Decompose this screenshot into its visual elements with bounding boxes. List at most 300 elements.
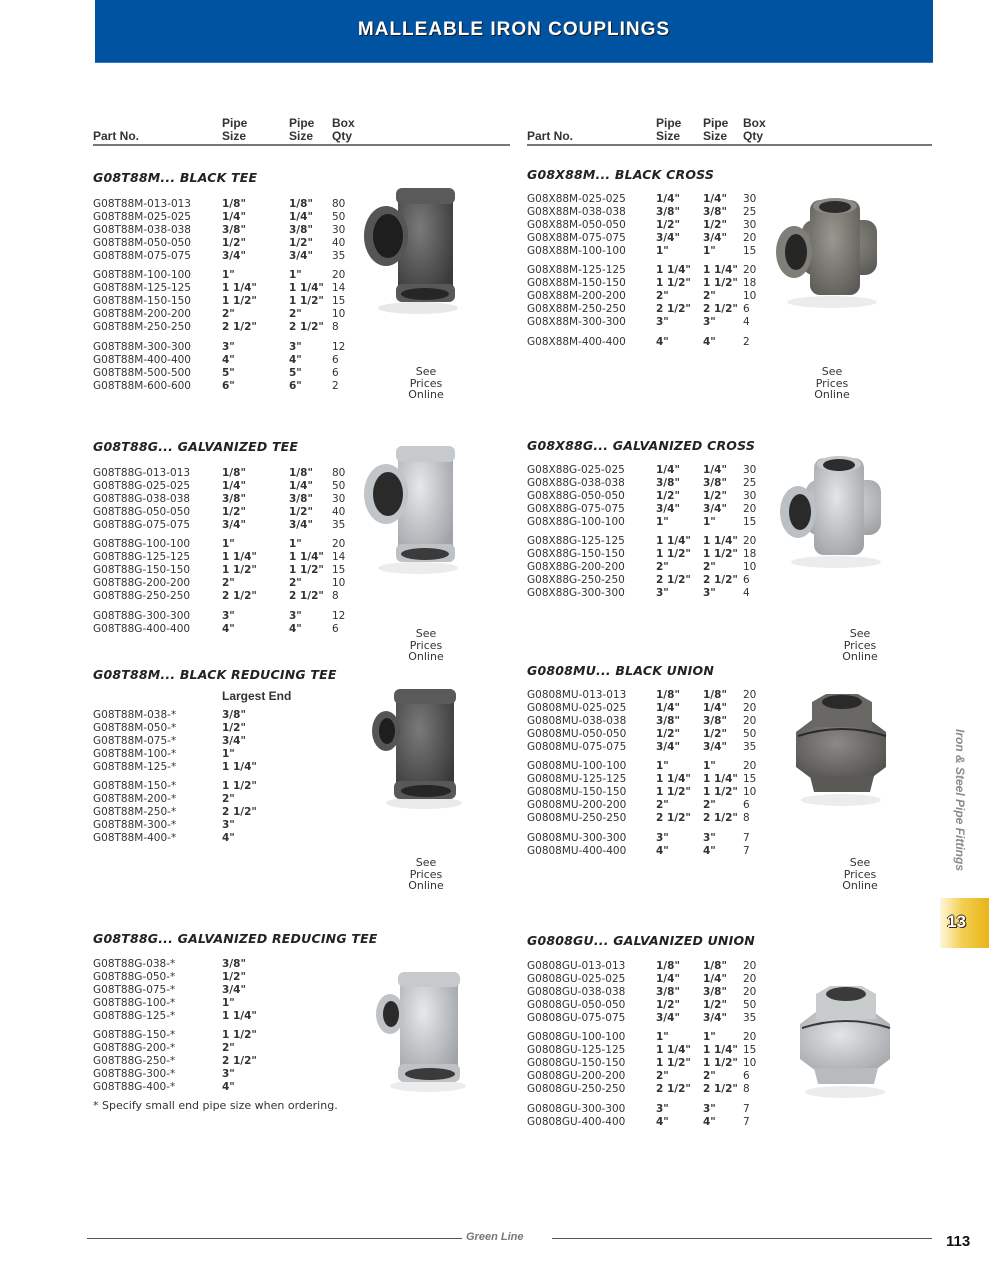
table-row [527,773,767,786]
pipe-size-2: 3" [703,587,716,600]
page-title: MALLEABLE IRON COUPLINGS [357,19,671,40]
pipe-size-1: 1 1/2" [656,1057,691,1070]
pipe-size-1: 1/4" [656,464,680,476]
pipe-size-2: 1 1/4" [289,282,324,295]
see-prices-black-union[interactable]: See Prices Online [842,856,878,892]
box-qty: 20 [743,689,757,701]
table-row [527,741,767,754]
box-qty: 40 [332,505,346,518]
pipe-size-1: 2 1/2" [222,321,257,334]
chapter-tab[interactable] [940,898,989,948]
pipe-size-2: 3/8" [703,714,727,727]
table-row [527,845,767,858]
part-number: G08T88G-038-038 [93,492,191,505]
pipe-size-2: 1 1/4" [703,535,738,548]
pipe-size-1: 1/2" [656,998,680,1011]
pipe-size-2: 1/4" [289,210,313,223]
table-row [93,198,353,211]
table-row [93,997,293,1010]
pipe-size-1: 4" [656,844,669,857]
part-number: G08X88M-200-200 [527,290,626,303]
box-qty: 7 [743,1115,750,1128]
pipe-size-1: 1/2" [656,218,680,231]
box-qty: 30 [332,223,346,236]
table-row [93,984,293,997]
black-tee-table [93,198,353,392]
table-row [93,1055,293,1068]
pipe-size-1: 6" [222,379,235,392]
part-number: G0808GU-125-125 [527,1044,626,1057]
part-number: G08T88G-050-* [93,970,176,983]
pipe-size-1: 1/8" [222,198,246,210]
part-number: G08X88G-200-200 [527,561,625,574]
pipe-size-2: 2" [289,308,302,321]
galvanized-tee-table [93,467,353,636]
part-number: G08T88G-300-300 [93,609,191,622]
header-pipe-size-1-line2: Size [222,129,247,143]
pipe-size-2: 2 1/2" [703,812,738,825]
part-number: G0808GU-250-250 [527,1083,626,1096]
pipe-size-2: 1 1/2" [703,1057,738,1070]
table-row [527,245,767,258]
part-number: G08X88M-300-300 [527,316,626,329]
box-qty: 14 [332,551,346,564]
box-qty: 4 [743,587,750,600]
part-number: G0808GU-400-400 [527,1115,626,1128]
pipe-size-1: 1/4" [656,701,680,714]
pipe-size-2: 1 1/2" [289,295,324,308]
pipe-size-2: 1/2" [703,998,727,1011]
box-qty: 15 [332,295,346,308]
part-number: G08T88M-400-400 [93,353,191,366]
pipe-size-1: 2" [222,793,235,806]
box-qty: 20 [743,714,757,727]
table-row [93,610,353,623]
table-row [527,316,767,329]
pipe-size-1: 1/2" [222,970,246,983]
header-box-qty-line1: Box [332,116,355,130]
pipe-size-1: 1/4" [656,972,680,985]
pipe-size-1: 2" [656,561,669,574]
pipe-size-2: 3/4" [703,1011,727,1024]
pipe-size-1: 1" [656,244,669,257]
table-row [93,224,353,237]
pipe-size-2: 2 1/2" [703,303,738,316]
part-number: G08X88M-125-125 [527,264,626,277]
header-box-qty-line1: Box [743,116,766,130]
box-qty: 8 [332,321,339,334]
box-qty: 15 [743,515,757,528]
section-title-galvanized-tee: G08T88G... GALVANIZED TEE [93,439,299,454]
table-row [93,623,353,636]
pipe-size-1: 3" [656,831,669,844]
part-number: G08T88M-125-* [93,760,177,773]
pipe-size-2: 1 1/4" [703,1044,738,1057]
table-row [527,1012,767,1025]
box-qty: 6 [332,353,339,366]
part-number: G08T88G-200-200 [93,577,191,590]
part-number: G0808MU-038-038 [527,714,627,727]
pipe-size-1: 3/4" [222,249,246,262]
pipe-size-1: 1 1/2" [222,1029,257,1042]
pipe-size-2: 3" [289,609,302,622]
box-qty: 6 [743,1070,750,1083]
table-row [527,219,767,232]
box-qty: 10 [743,786,757,799]
header-pipe-size-2-line2: Size [289,129,314,143]
part-number: G0808MU-250-250 [527,812,627,825]
pipe-size-1: 1" [656,760,669,773]
pipe-size-1: 3/4" [656,502,680,515]
part-number: G08T88M-038-038 [93,223,191,236]
pipe-size-1: 2 1/2" [222,1055,257,1068]
pipe-size-1: 1/4" [222,210,246,223]
header-part-no: Part No. [93,129,140,143]
box-qty: 18 [743,548,757,561]
pipe-size-2: 1/8" [703,689,727,701]
box-qty: 8 [332,590,339,603]
table-row [93,709,293,722]
pipe-size-2: 5" [289,366,302,379]
galvanized-cross-table [527,464,767,600]
pipe-size-1: 4" [222,1081,235,1094]
table-row [93,506,353,519]
pipe-size-1: 4" [656,1115,669,1128]
part-number: G08T88M-600-600 [93,379,191,392]
black-reducing-tee-table [93,709,293,845]
pipe-size-2: 1/4" [703,464,727,476]
pipe-size-1: 4" [222,622,235,635]
pipe-size-1: 1/8" [222,467,246,479]
pipe-size-1: 1 1/4" [656,535,691,548]
part-number: G0808MU-013-013 [527,689,627,701]
black-union-photo [786,692,891,807]
pipe-size-1: 5" [222,366,235,379]
box-qty: 50 [332,479,346,492]
box-qty: 20 [743,972,757,985]
pipe-size-1: 2 1/2" [656,812,691,825]
table-row [93,735,293,748]
part-number: G08T88G-075-* [93,983,176,996]
part-number: G0808MU-125-125 [527,773,627,786]
pipe-size-1: 2" [656,799,669,812]
table-row [527,477,767,490]
galvanized-union-photo [790,984,895,1099]
pipe-size-2: 1" [289,269,302,282]
pipe-size-2: 1/2" [289,236,313,249]
part-number: G0808MU-050-050 [527,727,627,740]
pipe-size-2: 1/2" [703,727,727,740]
pipe-size-2: 3/4" [289,249,313,262]
part-number: G08T88M-200-* [93,793,177,806]
pipe-size-2: 2" [703,290,716,303]
part-number: G0808MU-300-300 [527,831,627,844]
table-row [93,367,353,380]
box-qty: 20 [743,985,757,998]
pipe-size-1: 3" [656,587,669,600]
pipe-size-2: 1" [703,515,716,528]
pipe-size-2: 1/4" [703,972,727,985]
box-qty: 10 [743,1057,757,1070]
table-row [527,1031,767,1044]
box-qty: 2 [743,335,750,348]
box-qty: 10 [332,308,346,321]
box-qty: 20 [743,701,757,714]
table-row [527,973,767,986]
header-pipe-size-1-line2: Size [656,129,681,143]
part-number: G08T88G-200-* [93,1042,176,1055]
table-row [93,1029,293,1042]
pipe-size-1: 3/8" [222,492,246,505]
pipe-size-2: 1/8" [703,960,727,972]
pipe-size-2: 1 1/2" [289,564,324,577]
part-number: G08T88M-300-* [93,819,177,832]
pipe-size-2: 1" [289,538,302,551]
table-row [93,780,293,793]
table-row [527,206,767,219]
box-qty: 30 [332,492,346,505]
table-row [527,715,767,728]
pipe-size-2: 1 1/2" [703,786,738,799]
part-number: G08T88M-400-* [93,832,177,845]
table-row [527,464,767,477]
table-row [527,516,767,529]
box-qty: 20 [332,269,346,282]
pipe-size-1: 1" [222,996,235,1009]
part-number: G08T88G-400-* [93,1081,176,1094]
pipe-size-1: 1 1/4" [656,264,691,277]
table-row [527,277,767,290]
part-number: G08X88M-100-100 [527,244,626,257]
pipe-size-2: 1/2" [703,489,727,502]
table-row [93,321,353,334]
box-qty: 20 [332,538,346,551]
box-qty: 10 [743,561,757,574]
pipe-size-1: 3/8" [656,205,680,218]
pipe-size-2: 1 1/4" [289,551,324,564]
part-number: G08T88G-300-* [93,1068,176,1081]
part-number: G0808GU-050-050 [527,998,626,1011]
table-row [93,564,353,577]
pipe-size-2: 4" [289,353,302,366]
box-qty: 20 [743,760,757,773]
pipe-size-1: 2" [656,1070,669,1083]
table-row [93,467,353,480]
part-number: G08T88M-150-150 [93,295,191,308]
column-headers-left [93,116,510,146]
box-qty: 20 [743,960,757,972]
galvanized-reducing-tee-table [93,958,293,1094]
pipe-size-1: 1/4" [222,479,246,492]
part-number: G0808GU-100-100 [527,1031,626,1044]
box-qty: 30 [743,193,757,205]
box-qty: 12 [332,340,346,353]
galvanized-reducing-tee-photo [370,968,470,1093]
table-row [93,590,353,603]
box-qty: 8 [743,1083,750,1096]
part-number: G08X88G-150-150 [527,548,625,561]
pipe-size-2: 3/4" [703,502,727,515]
table-row [93,722,293,735]
pipe-size-1: 1/4" [656,193,680,205]
table-row [93,354,353,367]
part-number: G0808MU-025-025 [527,701,627,714]
pipe-size-1: 1/8" [656,960,680,972]
part-number: G08X88G-100-100 [527,515,625,528]
table-row [527,490,767,503]
pipe-size-2: 1/2" [703,218,727,231]
black-union-table [527,689,767,858]
part-number: G08X88M-038-038 [527,205,626,218]
box-qty: 20 [743,535,757,548]
part-number: G08X88M-050-050 [527,218,626,231]
part-number: G0808GU-013-013 [527,960,626,972]
pipe-size-1: 1 1/2" [222,780,257,793]
box-qty: 10 [743,290,757,303]
header-box-qty-line2: Qty [332,129,353,143]
pipe-size-2: 3/4" [289,518,313,531]
pipe-size-2: 2 1/2" [703,574,738,587]
box-qty: 2 [332,379,339,392]
pipe-size-2: 2 1/2" [289,590,324,603]
header-part-no: Part No. [527,129,574,143]
part-number: G08X88M-150-150 [527,277,626,290]
box-qty: 20 [743,264,757,277]
pipe-size-1: 1 1/4" [656,773,691,786]
section-title-galvanized-cross: G08X88G... GALVANIZED CROSS [527,438,756,453]
pipe-size-1: 1 1/4" [222,551,257,564]
pipe-size-2: 4" [703,1115,716,1128]
pipe-size-1: 1" [656,515,669,528]
pipe-size-1: 1 1/4" [222,282,257,295]
box-qty: 18 [743,277,757,290]
table-row [93,295,353,308]
box-qty: 12 [332,609,346,622]
table-row [527,193,767,206]
table-row [93,819,293,832]
section-title-black-reducing-tee: G08T88M... BLACK REDUCING TEE [93,667,337,682]
footer-rule-right [552,1238,932,1239]
see-prices-galvanized-cross[interactable]: See Prices Online [842,627,878,663]
pipe-size-1: 3/4" [656,1011,680,1024]
table-row [527,812,767,825]
header-pipe-size-2-line1: Pipe [289,116,315,130]
part-number: G08X88G-250-250 [527,574,625,587]
box-qty: 6 [332,622,339,635]
galvanized-cross-photo [776,450,891,570]
table-row [527,1103,767,1116]
part-number: G08X88M-075-075 [527,231,626,244]
pipe-size-1: 1/2" [222,721,246,734]
pipe-size-2: 1/8" [289,198,313,210]
pipe-size-1: 3/4" [222,518,246,531]
pipe-size-1: 1" [222,538,235,551]
table-row [93,250,353,263]
see-prices-black-cross[interactable]: See Prices Online [814,365,850,401]
part-number: G08T88M-013-013 [93,198,191,210]
box-qty: 15 [743,1044,757,1057]
section-title-galvanized-union: G0808GU... GALVANIZED UNION [527,933,755,948]
part-number: G08T88M-250-250 [93,321,191,334]
chapter-tab-number: 13 [947,912,966,931]
pipe-size-2: 1/2" [289,505,313,518]
part-number: G08T88G-038-* [93,958,176,970]
footer-brand: Green Line [466,1231,524,1243]
pipe-size-1: 3/8" [222,223,246,236]
pipe-size-2: 4" [289,622,302,635]
pipe-size-1: 2" [222,577,235,590]
box-qty: 20 [743,231,757,244]
pipe-size-2: 3/4" [703,740,727,753]
pipe-size-2: 3" [703,1102,716,1115]
part-number: G0808GU-150-150 [527,1057,626,1070]
part-number: G08T88M-200-200 [93,308,191,321]
pipe-size-1: 1 1/4" [222,1009,257,1022]
box-qty: 14 [332,282,346,295]
part-number: G0808GU-038-038 [527,985,626,998]
box-qty: 20 [743,1031,757,1044]
pipe-size-2: 1 1/2" [703,548,738,561]
section-title-black-union: G0808MU... BLACK UNION [527,663,714,678]
part-number: G0808GU-025-025 [527,972,626,985]
part-number: G08T88G-250-250 [93,590,191,603]
box-qty: 8 [743,812,750,825]
table-row [93,380,353,393]
part-number: G08X88G-075-075 [527,502,625,515]
part-number: G08X88M-025-025 [527,193,626,205]
part-number: G0808GU-200-200 [527,1070,626,1083]
section-title-black-cross: G08X88M... BLACK CROSS [527,167,715,182]
part-number: G08X88G-050-050 [527,489,625,502]
black-cross-photo [772,190,887,310]
table-row [527,832,767,845]
box-qty: 35 [332,249,346,262]
pipe-size-1: 2 1/2" [656,574,691,587]
table-row [93,971,293,984]
pipe-size-2: 4" [703,844,716,857]
part-number: G08T88G-075-075 [93,518,191,531]
pipe-size-2: 1/4" [703,193,727,205]
box-qty: 10 [332,577,346,590]
pipe-size-1: 3/4" [656,740,680,753]
box-qty: 7 [743,1102,750,1115]
pipe-size-1: 3" [222,340,235,353]
pipe-size-1: 3" [222,609,235,622]
see-prices-black-reducing-tee[interactable]: See Prices Online [408,856,444,892]
box-qty: 30 [743,218,757,231]
table-row [93,519,353,532]
table-row [93,211,353,224]
pipe-size-1: 2" [222,308,235,321]
table-row [93,806,293,819]
part-number: G0808MU-400-400 [527,844,627,857]
box-qty: 15 [332,564,346,577]
box-qty: 35 [332,518,346,531]
pipe-size-2: 1 1/2" [703,277,738,290]
pipe-size-1: 3" [656,1102,669,1115]
table-row [93,577,353,590]
box-qty: 4 [743,316,750,329]
see-prices-galvanized-tee[interactable]: See Prices Online [408,627,444,663]
pipe-size-1: 3" [656,316,669,329]
table-row [93,1081,293,1094]
box-qty: 35 [743,740,757,753]
pipe-size-2: 6" [289,379,302,392]
see-prices-black-tee[interactable]: See Prices Online [408,365,444,401]
pipe-size-2: 1 1/4" [703,773,738,786]
table-row [527,999,767,1012]
table-row [527,702,767,715]
